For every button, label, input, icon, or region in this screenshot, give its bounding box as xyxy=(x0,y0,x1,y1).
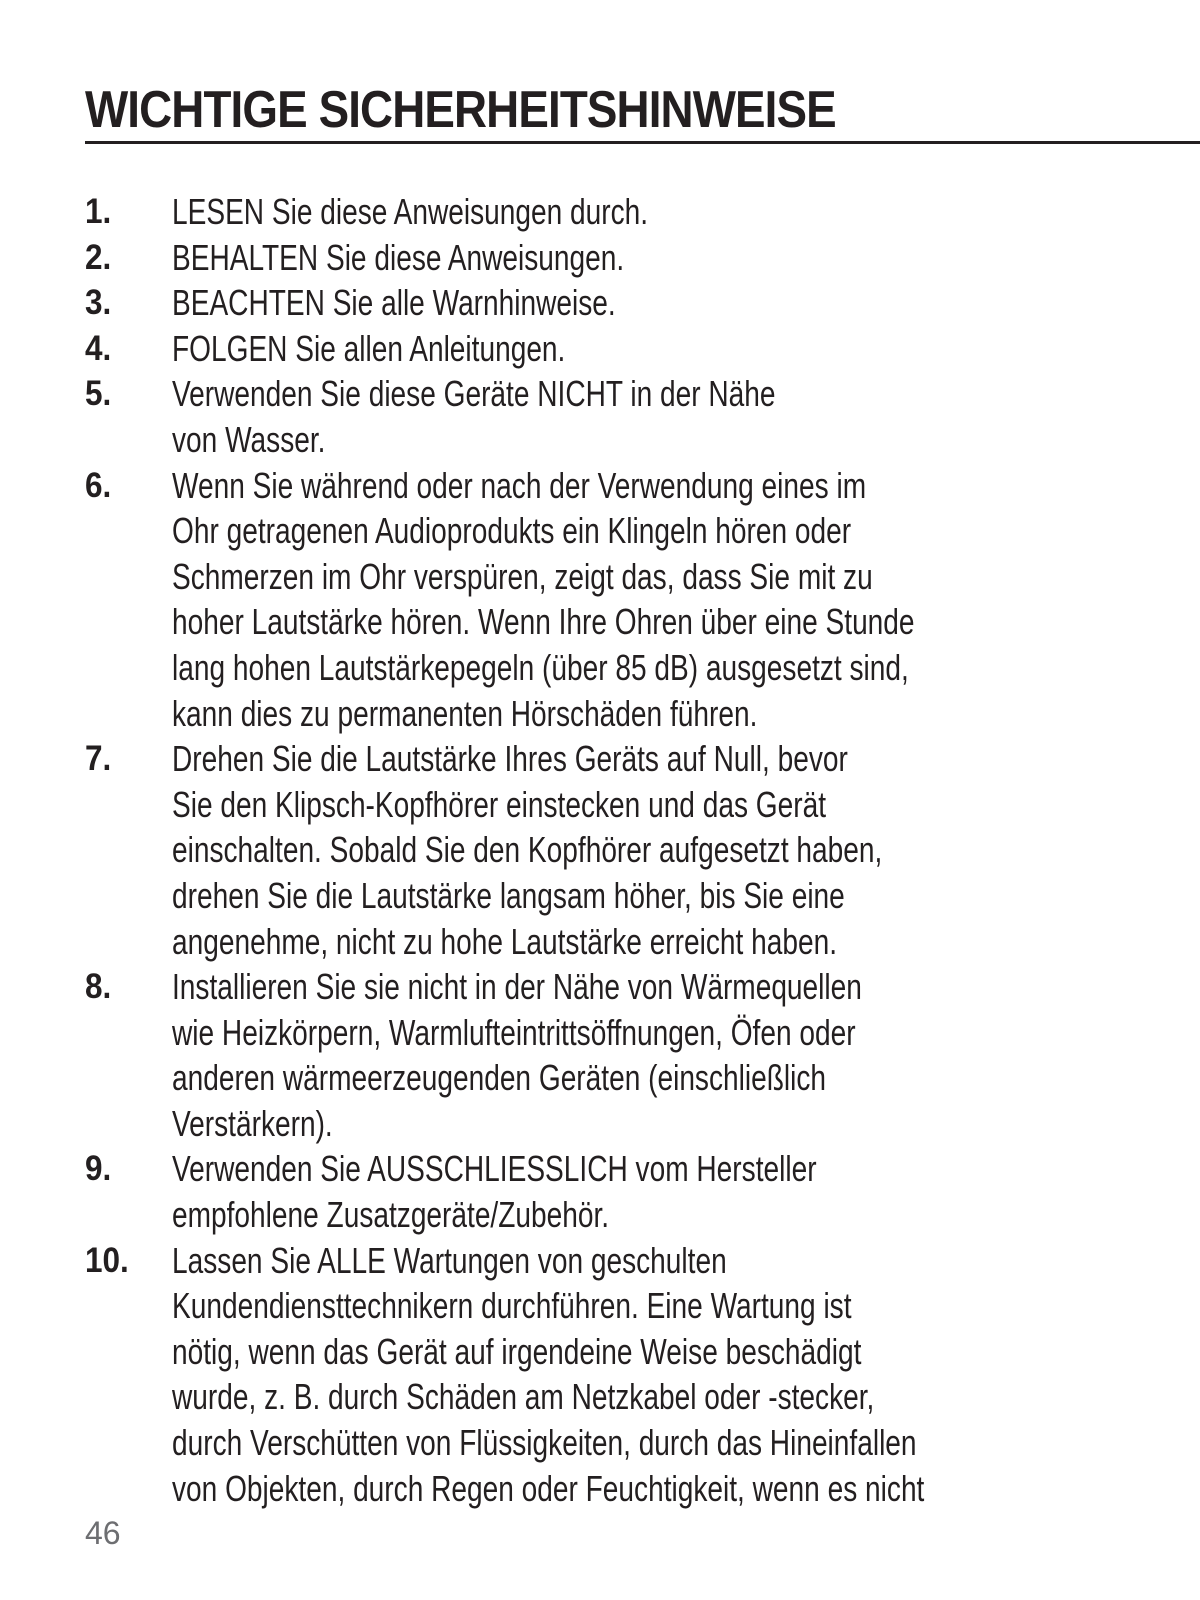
list-item-number: 10. xyxy=(85,1240,129,1280)
list-item-number: 9. xyxy=(85,1149,112,1189)
list-item-text-line: Wenn Sie während oder nach der Verwendung eines im xyxy=(172,464,867,506)
list-item-text-line: von Objekten, durch Regen oder Feuchtigkeit, wenn es nicht xyxy=(172,1467,925,1509)
list-item-text-line: Schmerzen im Ohr verspüren, zeigt das, dass Sie mit zu xyxy=(172,555,873,597)
list-item-number: 4. xyxy=(85,328,112,368)
list-item xyxy=(85,736,1195,964)
list-item-text-line: BEACHTEN Sie alle Warnhinweise. xyxy=(172,282,616,324)
list-item-number: 7. xyxy=(85,739,112,779)
list-item xyxy=(85,463,1195,737)
list-item-text-line: durch Verschütten von Flüssigkeiten, durch das Hineinfallen xyxy=(172,1422,917,1464)
list-item-text-line: nötig, wenn das Gerät auf irgendeine Weise beschädigt xyxy=(172,1330,862,1372)
list-item-number: 1. xyxy=(85,192,112,231)
list-item-text-line: Ohr getragenen Audioprodukts ein Klingeln hören oder xyxy=(172,510,852,552)
list-item-text-line: hoher Lautstärke hören. Wenn Ihre Ohren über eine Stunde xyxy=(172,601,915,643)
list-item xyxy=(85,1238,1195,1512)
list-item xyxy=(85,326,1195,372)
list-item-text-line: BEHALTEN Sie diese Anweisungen. xyxy=(172,236,625,278)
list-item-number: 3. xyxy=(85,283,112,323)
list-item-text-line: Verwenden Sie diese Geräte NICHT in der Nähe xyxy=(172,373,776,415)
list-item-text-line: LESEN Sie diese Anweisungen durch. xyxy=(172,191,649,232)
list-item xyxy=(85,1146,1195,1237)
list-item-text-line: Kundendiensttechnikern durchführen. Eine Wartung ist xyxy=(172,1285,852,1327)
list-item-number: 8. xyxy=(85,967,112,1007)
list-item xyxy=(85,964,1195,1146)
list-item-text-line: von Wasser. xyxy=(172,418,326,460)
title-underline-divider xyxy=(85,141,1200,144)
list-item xyxy=(85,235,1195,281)
page-title: WICHTIGE SICHERHEITSHINWEISE xyxy=(85,81,836,139)
safety-instructions-list xyxy=(85,189,1195,1511)
list-item xyxy=(85,280,1195,326)
list-item-number: 5. xyxy=(85,374,112,414)
list-item-text-line: Verwenden Sie AUSSCHLIESSLICH vom Hersteller xyxy=(172,1148,817,1190)
list-item xyxy=(85,189,1195,235)
list-item xyxy=(85,371,1195,462)
list-item-text-line: lang hohen Lautstärkepegeln (über 85 dB) ausgesetzt sind, xyxy=(172,646,909,688)
list-item-text-line: einschalten. Sobald Sie den Kopfhörer aufgesetzt haben, xyxy=(172,829,883,871)
list-item-text-line: Sie den Klipsch-Kopfhörer einstecken und das Gerät xyxy=(172,783,827,825)
list-item-text-line: angenehme, nicht zu hohe Lautstärke erreicht haben. xyxy=(172,920,838,962)
list-item-text-line: Verstärkern). xyxy=(172,1102,333,1144)
list-item-text-line: wie Heizkörpern, Warmlufteintrittsöffnungen, Öfen oder xyxy=(172,1011,856,1053)
list-item-text-line: drehen Sie die Lautstärke langsam höher, bis Sie eine xyxy=(172,874,845,916)
list-item-text-line: Lassen Sie ALLE Wartungen von geschulten xyxy=(172,1239,727,1281)
list-item-number: 2. xyxy=(85,237,112,277)
list-item-number: 6. xyxy=(85,465,112,505)
list-item-text-line: FOLGEN Sie allen Anleitungen. xyxy=(172,327,566,369)
list-item-text-line: Installieren Sie sie nicht in der Nähe von Wärmequellen xyxy=(172,966,862,1008)
list-item-text-line: kann dies zu permanenten Hörschäden führen. xyxy=(172,692,758,734)
page-number: 46 xyxy=(85,1515,121,1551)
list-item-text-line: empfohlene Zusatzgeräte/Zubehör. xyxy=(172,1194,610,1236)
list-item-text-line: Drehen Sie die Lautstärke Ihres Geräts auf Null, bevor xyxy=(172,738,848,780)
list-item-text-line: anderen wärmeerzeugenden Geräten (einschließlich xyxy=(172,1057,827,1099)
list-item-text-line: wurde, z. B. durch Schäden am Netzkabel oder -stecker, xyxy=(172,1376,875,1418)
